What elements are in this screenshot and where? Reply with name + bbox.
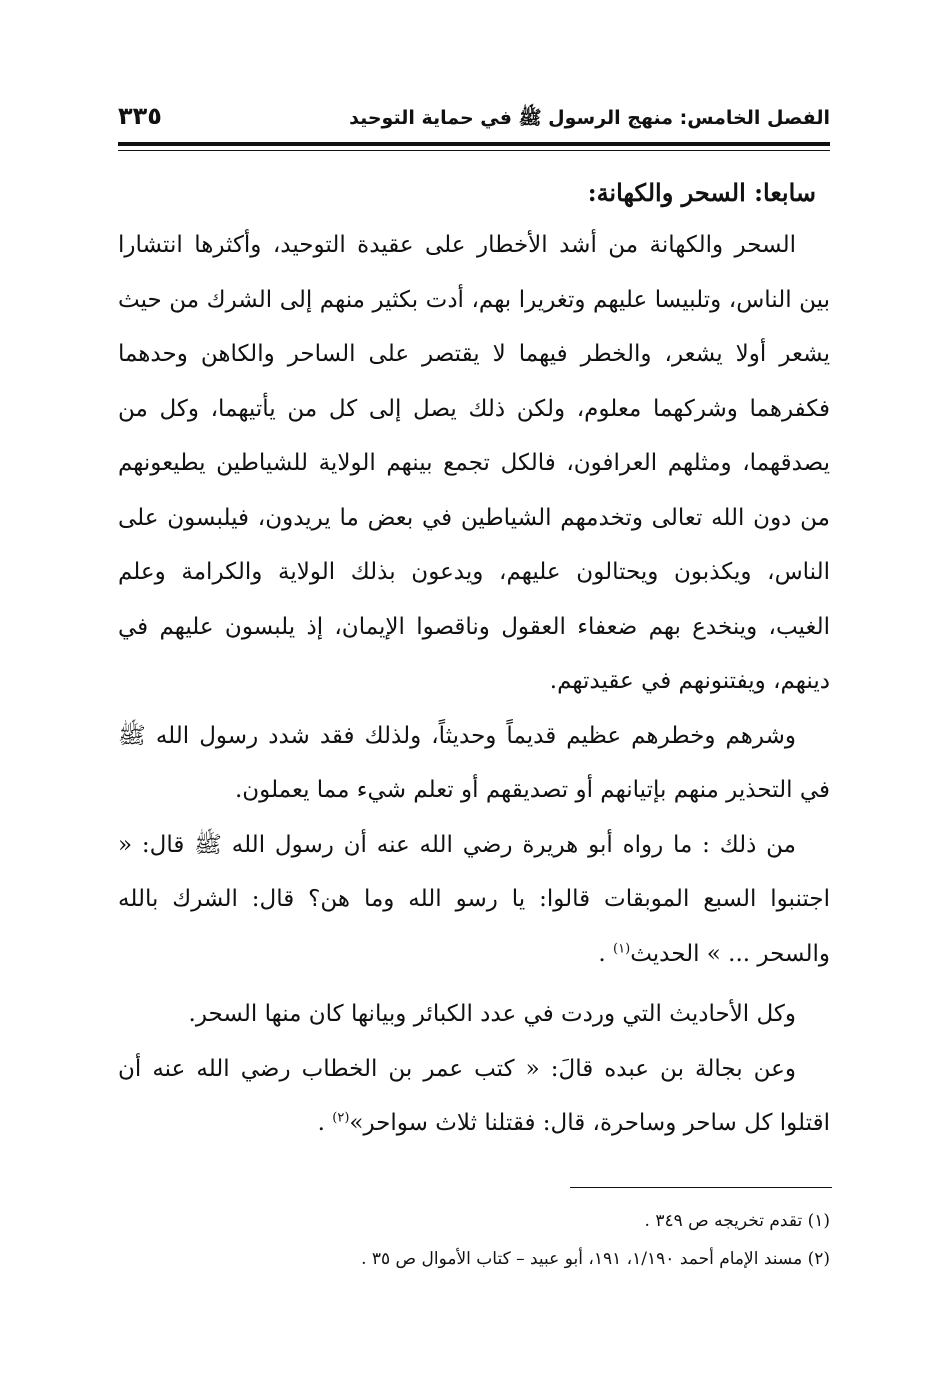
page-number: ٣٣٥ <box>118 102 162 130</box>
chapter-title: الفصل الخامس: منهج الرسول ﷺ في حماية التوحيد <box>349 107 830 129</box>
main-text <box>118 168 830 1151</box>
paragraph-sorcery-intro: السحر والكهانة من أشد الأخطار على عقيدة التوحيد، وأكثرها انتشارا بين الناس، وتلبيسا عليهم وتغريرا بهم، أدت بكثير منهم إلى الشرك من حيث يشعر أولا يشعر، والخطر فيهما لا يقتصر على الساحر والكاهن وحدهما فكفرهما وشركهما معلوم، ولكن ذلك يصل إلى كل من يأتيهما، وكل من يصدقهما، ومثلهم العرافون، فالكل تجمع بينهم الولاية للشياطين يطيعونهم من دون الله تعالى وتخدمهم الشياطين في بعض ما يريدون، فيلبسون على الناس، ويكذبون ويحتالون عليهم، ويدعون بذلك الولاية والكرامة وعلم الغيب، وينخدع بهم ضعفاء العقول وناقصوا الإيمان، إذ يلبسون عليهم في دينهم، ويفتنونهم في عقيدتهم. <box>118 232 830 694</box>
footnote-separator <box>570 1187 832 1188</box>
hadith-text: وعن بجالة بن عبده قالَ: « كتب عمر بن الخطاب رضي الله عنه أن اقتلوا كل ساحر وساحرة، قال: فقتلنا ثلاث سواحر» <box>118 1055 830 1136</box>
footnote-marker-1: (١) <box>613 940 631 956</box>
running-header <box>118 98 830 140</box>
paragraph-hadith-bajala <box>118 1042 830 1151</box>
header-rule-thick <box>118 142 830 146</box>
hadith-tail: . <box>598 940 614 967</box>
paragraph-hadith-abu-hurayra <box>118 818 830 982</box>
section-heading: سابعا: السحر والكهانة: <box>587 178 816 207</box>
footnotes <box>118 1202 830 1278</box>
header-rule-thin <box>118 150 830 151</box>
footnote-1: (١) تقدم تخريجه ص ٣٤٩ . <box>644 1211 830 1231</box>
footnote-2: (٢) مسند الإمام أحمد ١/١٩٠، ١٩١، أبو عبيد – كتاب الأموال ص ٣٥ . <box>361 1249 830 1269</box>
hadith-tail: . <box>317 1110 333 1136</box>
paragraph-danger: وشرهم وخطرهم عظيم قديماً وحديثاً، ولذلك فقد شدد رسول الله ﷺ في التحذير منهم بإتيانهم أو تصديقهم أو تعلم شيء مما يعملون. <box>118 722 830 803</box>
footnote-marker-2: (٢) <box>332 1110 350 1126</box>
paragraph-kabair: وكل الأحاديث التي وردت في عدد الكبائر وبيانها كان منها السحر. <box>188 1001 796 1027</box>
hadith-text: من ذلك : ما رواه أبو هريرة رضي الله عنه أن رسول الله ﷺ قال: « اجتنبوا السبع الموبقات قالوا: يا رسو الله وما هن؟ قال: الشرك بالله والسحر ... » الحديث <box>118 831 830 967</box>
